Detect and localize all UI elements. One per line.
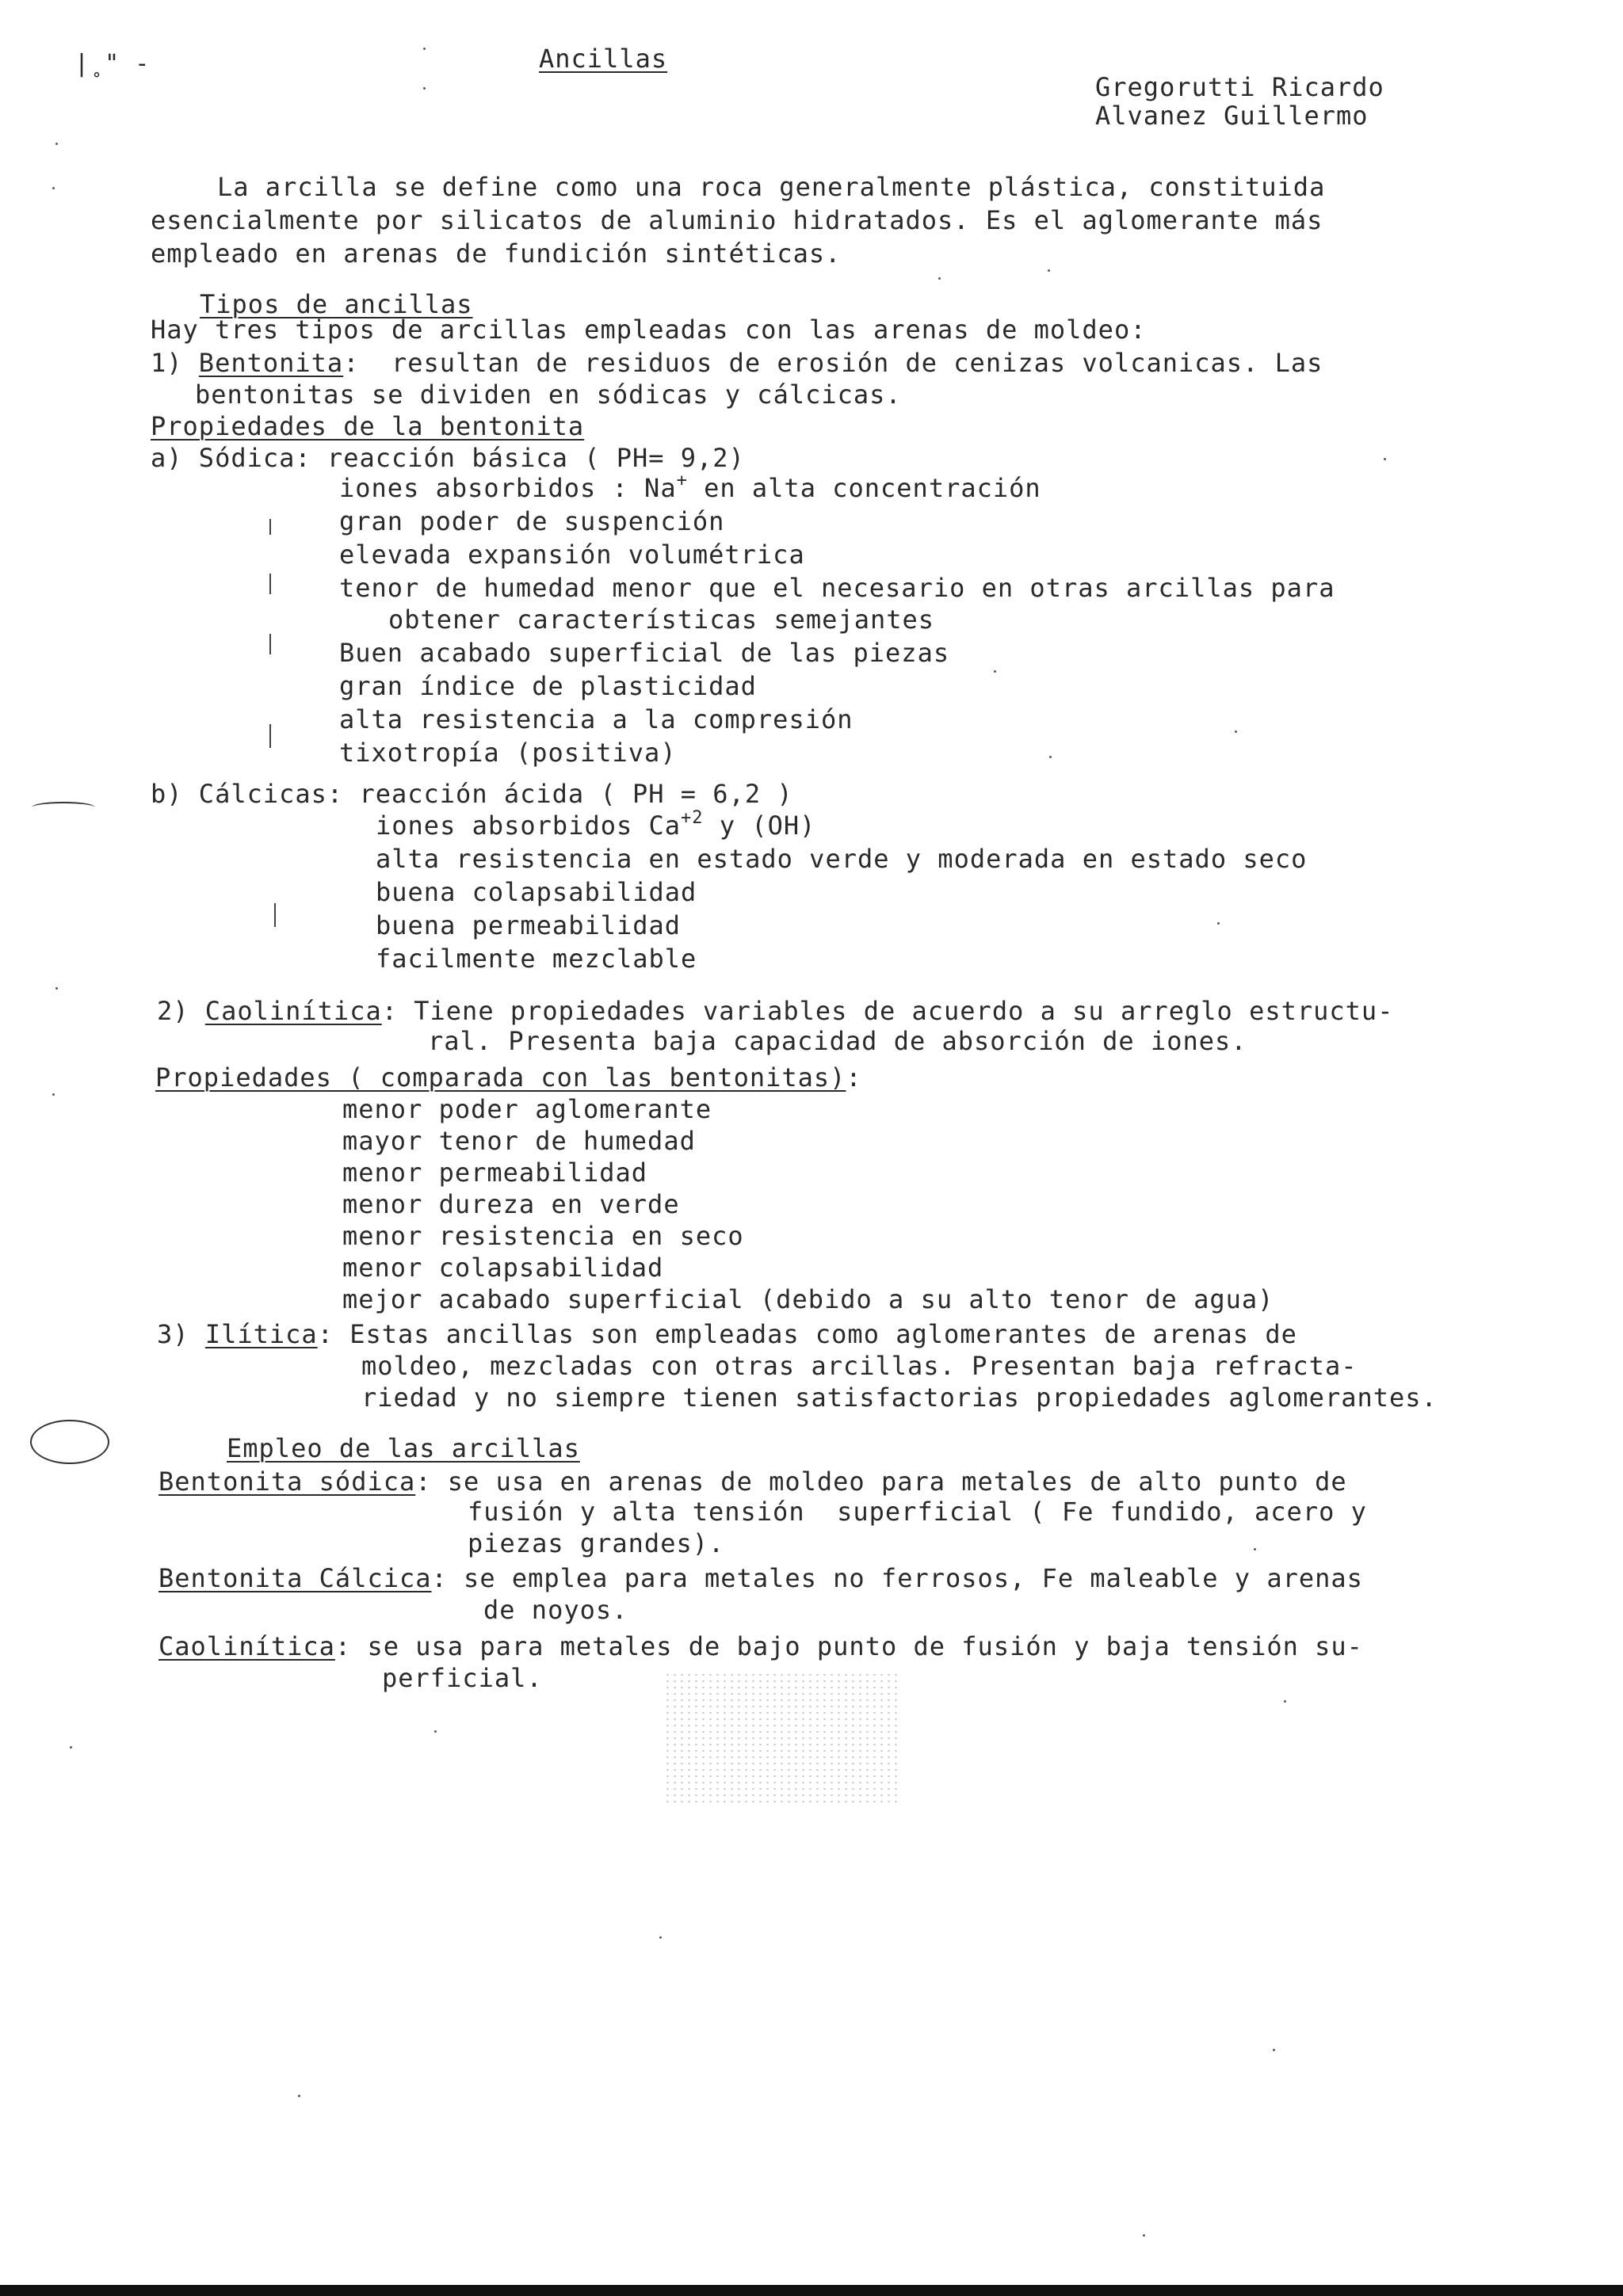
sodica-prop-1: : reacción básica ( PH= 9,2) [295, 443, 745, 473]
scan-dot [434, 1730, 437, 1733]
empleo-caolinitica-row-1 [158, 1631, 1363, 1661]
empleo-heading: Empleo de las arcillas [227, 1433, 580, 1463]
bentonita-desc: : resultan de residuos de erosión de cenizas volcanicas. Las [343, 348, 1323, 378]
bentonita-name: Bentonita [198, 348, 344, 378]
empleo-caolinitica-name: Caolinítica [158, 1631, 335, 1661]
empleo-bentonita-calcica-line-1: : se emplea para metales no ferrosos, Fe maleable y arenas [431, 1563, 1363, 1593]
calcicas-prop-2 [376, 808, 816, 841]
sodica-prop-2-rest: en alta concentración [687, 473, 1041, 503]
empleo-bentonita-sodica-line-2: fusión y alta tensión superficial ( Fe fundido, acero y [468, 1497, 1367, 1527]
empleo-bentonita-sodica-line-1: : se usa en arenas de moldeo para metales de alto punto de [415, 1466, 1347, 1497]
caolinitica-entry [157, 998, 1393, 1024]
caolinitica-prop-4: menor dureza en verde [342, 1189, 680, 1219]
calcicas-prop-5: buena permeabilidad [376, 910, 682, 940]
empleo-bentonita-sodica-line-3: piezas grandes). [468, 1528, 725, 1558]
propiedades-caolinitica-heading: Propiedades ( comparada con las bentonitas) [155, 1062, 846, 1093]
caolinitica-prop-1: menor poder aglomerante [342, 1094, 712, 1124]
scan-dot [938, 277, 941, 280]
ilitica-num: 3) [157, 1319, 189, 1349]
sodica-row-1 [151, 445, 745, 471]
scan-dot [52, 1093, 55, 1096]
caolinitica-prop-2: mayor tenor de humedad [342, 1126, 696, 1156]
tipos-text: Hay tres tipos de arcillas empleadas con las arenas de moldeo: [151, 315, 1147, 345]
ilitica-desc: : Estas ancillas son empleadas como aglomerantes de arenas de [317, 1319, 1297, 1349]
caolinitica-prop-6: menor colapsabilidad [342, 1253, 664, 1283]
scan-dot [55, 143, 58, 145]
intro-line-2: esencialmente por silicatos de aluminio hidratados. Es el aglomerante más [151, 205, 1323, 235]
scan-dot [1049, 756, 1052, 758]
calcicas-prop-3: alta resistencia en estado verde y moderada en estado seco [376, 844, 1308, 874]
ilitica-desc-2: moldeo, mezcladas con otras arcillas. Presentan baja refracta- [361, 1351, 1358, 1381]
sodica-prop-4: elevada expansión volumétrica [339, 540, 805, 570]
sodica-prop-3: gran poder de suspención [339, 506, 725, 536]
margin-bar [269, 574, 271, 594]
caolinitica-prop-7: mejor acabado superficial (debido a su alto tenor de agua) [342, 1284, 1274, 1314]
propiedades-caolinitica-heading-row [155, 1062, 862, 1093]
empleo-bentonita-calcica-row-1 [158, 1563, 1363, 1593]
sodica-prop-9: alta resistencia a la compresión [339, 704, 854, 734]
scan-dot [1235, 730, 1237, 733]
margin-bar [274, 903, 276, 927]
scan-dot [1143, 2234, 1145, 2237]
scan-dot [1384, 458, 1386, 460]
sodica-prop-7: Buen acabado superficial de las piezas [339, 638, 950, 668]
sodica-prop-10: tixotropía (positiva) [339, 738, 677, 768]
empleo-bentonita-calcica-name: Bentonita Cálcica [158, 1563, 432, 1593]
empleo-caolinitica-line-2: perficial. [382, 1663, 543, 1693]
scan-dot [298, 2095, 300, 2097]
intro-line-1: La arcilla se define como una roca generalmente plástica, constituida [217, 172, 1326, 202]
sodica-prop-5: tenor de humedad menor que el necesario en otras arcillas para [339, 573, 1335, 603]
ca-superscript: +2 [681, 808, 704, 828]
bentonita-entry [151, 350, 1323, 376]
scan-mark [32, 802, 95, 813]
scan-dot [1284, 1700, 1286, 1703]
scan-dot [70, 1746, 72, 1749]
caolinitica-desc-2: ral. Presenta baja capacidad de absorción de iones. [428, 1026, 1247, 1056]
margin-bar [269, 519, 271, 535]
sodica-label: a) Sódica [151, 443, 296, 473]
caolinitica-prop-3: menor permeabilidad [342, 1158, 648, 1188]
scan-bottom-edge [0, 2285, 1623, 2296]
caolinitica-num: 2) [157, 996, 189, 1026]
bentonita-num: 1) [151, 348, 183, 378]
calcicas-prop-2-text: iones absorbidos Ca [376, 810, 682, 841]
margin-bar [269, 634, 271, 654]
ilitica-desc-3: riedad y no siempre tienen satisfactorias propiedades aglomerantes. [361, 1383, 1438, 1413]
bentonita-desc-2: bentonitas se dividen en sódicas y cálcicas. [195, 379, 902, 410]
scan-dot [994, 670, 996, 673]
scan-mark [30, 1420, 109, 1464]
margin-mark: |˳" - [74, 50, 151, 78]
calcicas-prop-1: : reacción ácida ( PH = 6,2 ) [327, 779, 793, 809]
calcicas-row-1 [151, 781, 793, 807]
margin-bar [269, 724, 271, 748]
scan-dot [55, 987, 58, 990]
page-title: Ancillas [539, 44, 668, 74]
ilitica-name: Ilítica [204, 1319, 318, 1349]
scan-dot [423, 87, 426, 90]
sodica-prop-6: obtener características semejantes [388, 605, 935, 635]
sodica-prop-2-text: iones absorbidos : Na [339, 473, 677, 503]
scan-dot [423, 48, 426, 50]
propiedades-caolinitica-colon: : [846, 1062, 862, 1093]
caolinitica-desc: : Tiene propiedades variables de acuerdo a su arreglo estructu- [381, 996, 1394, 1026]
na-superscript: + [676, 471, 688, 490]
sodica-prop-2 [339, 471, 1041, 503]
calcicas-prop-2-rest: y (OH) [703, 810, 816, 841]
sodica-prop-8: gran índice de plasticidad [339, 671, 757, 701]
scan-dot [52, 187, 55, 189]
empleo-caolinitica-line-1: : se usa para metales de bajo punto de fusión y baja tensión su- [334, 1631, 1363, 1661]
author-2: Alvanez Guillermo [1095, 101, 1369, 131]
author-1: Gregorutti Ricardo [1095, 72, 1384, 102]
intro-line-3: empleado en arenas de fundición sintéticas. [151, 238, 842, 269]
empleo-bentonita-sodica-name: Bentonita sódica [158, 1466, 416, 1497]
scan-dot [659, 1936, 662, 1939]
calcicas-label: b) Cálcicas [151, 779, 327, 809]
tipos-heading: Tipos de ancillas [200, 289, 473, 319]
scan-speckle [664, 1672, 902, 1806]
empleo-bentonita-sodica-row-1 [158, 1466, 1347, 1497]
scan-dot [1254, 1548, 1256, 1550]
propiedades-bentonita-heading: Propiedades de la bentonita [151, 411, 585, 441]
empleo-bentonita-calcica-line-2: de noyos. [483, 1595, 628, 1625]
calcicas-prop-6: facilmente mezclable [376, 944, 697, 974]
caolinitica-prop-5: menor resistencia en seco [342, 1221, 744, 1251]
calcicas-prop-4: buena colapsabilidad [376, 877, 697, 907]
caolinitica-name: Caolinítica [204, 996, 382, 1026]
scan-dot [1273, 2049, 1275, 2051]
ilitica-entry [157, 1319, 1297, 1349]
scan-dot [1048, 269, 1050, 272]
scan-dot [1217, 922, 1220, 925]
